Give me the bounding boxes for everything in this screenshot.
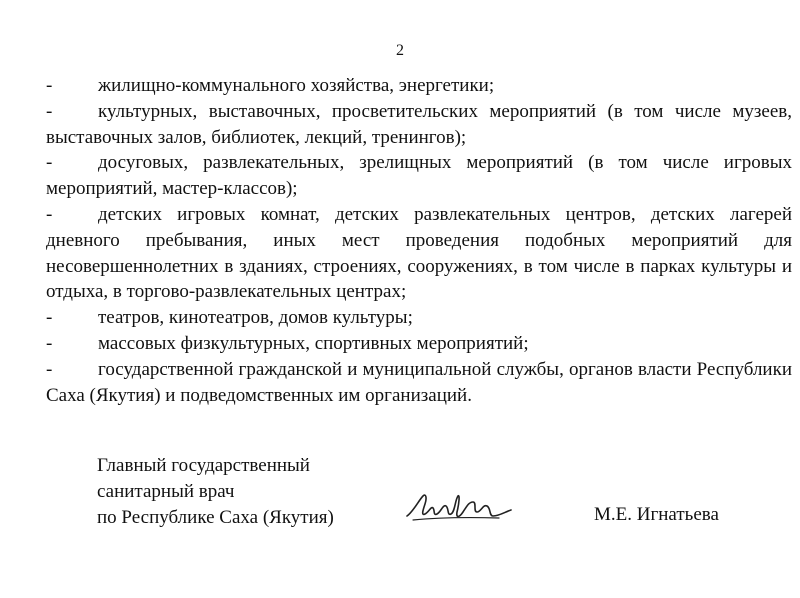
- list-item: [46, 357, 792, 409]
- list-bullet: -: [46, 75, 53, 96]
- list-item-text: государственной гражданской и муниципальной службы, органов власти Республики Саха (Якутия) и подведомственных им организаций.: [46, 358, 792, 406]
- list-item-text: жилищно-коммунального хозяйства, энергетики;: [98, 75, 495, 96]
- list-item: [46, 202, 792, 305]
- list-item-text: театров, кинотеатров, домов культуры;: [98, 307, 413, 329]
- list-bullet: -: [46, 332, 53, 354]
- list-item-text: детских игровых комнат, детских развлекательных центров, детских лагерей дневного пребывания, иных мест проведения подобных мероприятий для несовершеннолетних в зданиях, строениях, сооружениях, в том числе в парках культуры и отдыха, в торгово-развлекательных центрах;: [46, 203, 792, 303]
- handwritten-signature: [403, 490, 515, 526]
- list-bullet: -: [46, 203, 53, 225]
- signatory-title-line: по Республике Саха (Якутия): [97, 506, 334, 528]
- list-item: [46, 73, 792, 99]
- signatory-title-line: Главный государственный: [97, 455, 310, 476]
- signatory-title-line: санитарный врач: [97, 480, 235, 502]
- page-number: 2: [396, 42, 404, 59]
- list-item-text: массовых физкультурных, спортивных мероприятий;: [98, 332, 529, 354]
- list-bullet: -: [46, 307, 53, 329]
- list-item: [46, 99, 792, 151]
- list-item: [46, 150, 792, 202]
- list-item: [46, 305, 792, 331]
- list-bullet: -: [46, 152, 53, 174]
- list-item-text: досуговых, развлекательных, зрелищных мероприятий (в том числе игровых мероприятий, мастер-классов);: [46, 152, 792, 200]
- signatory-title: [97, 453, 334, 530]
- list-item: [46, 331, 792, 357]
- signer-name: М.Е. Игнатьева: [594, 504, 719, 525]
- list-item-text: культурных, выставочных, просветительских мероприятий (в том числе музеев, выставочных залов, библиотек, лекций, тренингов);: [46, 100, 792, 148]
- list-bullet: -: [46, 358, 53, 380]
- list-body: [46, 73, 792, 408]
- list-bullet: -: [46, 100, 53, 122]
